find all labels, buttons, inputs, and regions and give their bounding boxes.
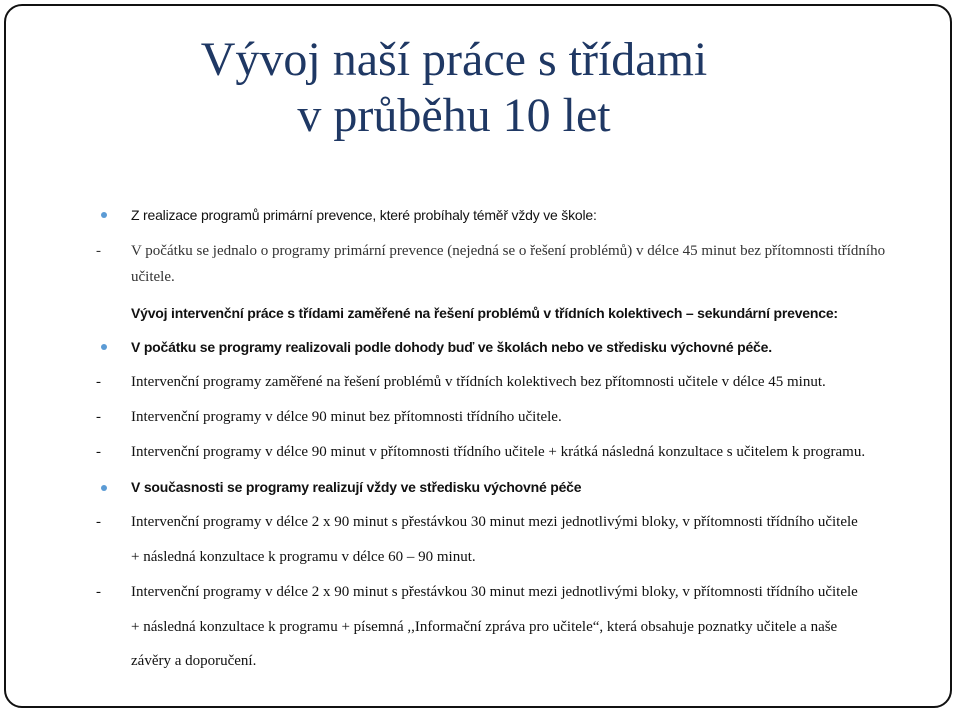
title-line-2: v průběhu 10 let [297,89,611,142]
dash-marker: - [96,584,101,600]
dash-marker: - [96,444,101,460]
dash-item-continuation: + následná konzultace k programu + písemná ,,Informační zpráva pro učitele“, která obsahuje poznatky učitele a naše [131,619,838,635]
bullet-item: Z realizace programů primární prevence, které probíhaly téměř vždy ve škole: [131,207,597,223]
dash-marker: - [96,409,101,425]
bullet-icon [101,212,107,218]
dash-item: Intervenční programy v délce 90 minut v přítomnosti třídního učitele + krátká následná konzultace s učitelem k programu. [131,444,866,460]
title-line-1: Vývoj naší práce s třídami [200,33,708,86]
dash-marker: - [96,374,101,390]
dash-item: Intervenční programy v délce 2 x 90 minut s přestávkou 30 minut mezi jednotlivými bloky, v přítomnosti třídního učitele [131,584,858,600]
bullet-icon [101,485,107,491]
section-heading: Vývoj intervenční práce s třídami zaměřené na řešení problémů v třídních kolektivech – sekundární prevence: [131,305,838,321]
dash-item: Intervenční programy zaměřené na řešení problémů v třídních kolektivech bez přítomnosti učitele v délce 45 minut. [131,374,826,390]
dash-marker: - [96,243,101,259]
dash-item: V počátku se jednalo o programy primární prevence (nejedná se o řešení problémů) v délce 45 minut bez přítomnosti třídního [131,243,886,259]
dash-item: Intervenční programy v délce 2 x 90 minut s přestávkou 30 minut mezi jednotlivými bloky, v přítomnosti třídního učitele [131,514,858,530]
dash-marker: - [96,514,101,530]
dash-item-continuation: učitele. [131,269,175,285]
dash-item: Intervenční programy v délce 90 minut bez přítomnosti třídního učitele. [131,409,562,425]
bullet-icon [101,344,107,350]
bullet-item: V počátku se programy realizovali podle dohody buď ve školách nebo ve středisku výchovné péče. [131,339,772,355]
dash-item-continuation: + následná konzultace k programu v délce 60 – 90 minut. [131,549,476,565]
dash-item-continuation: závěry a doporučení. [131,653,257,669]
bullet-item: V současnosti se programy realizují vždy ve středisku výchovné péče [131,479,582,495]
